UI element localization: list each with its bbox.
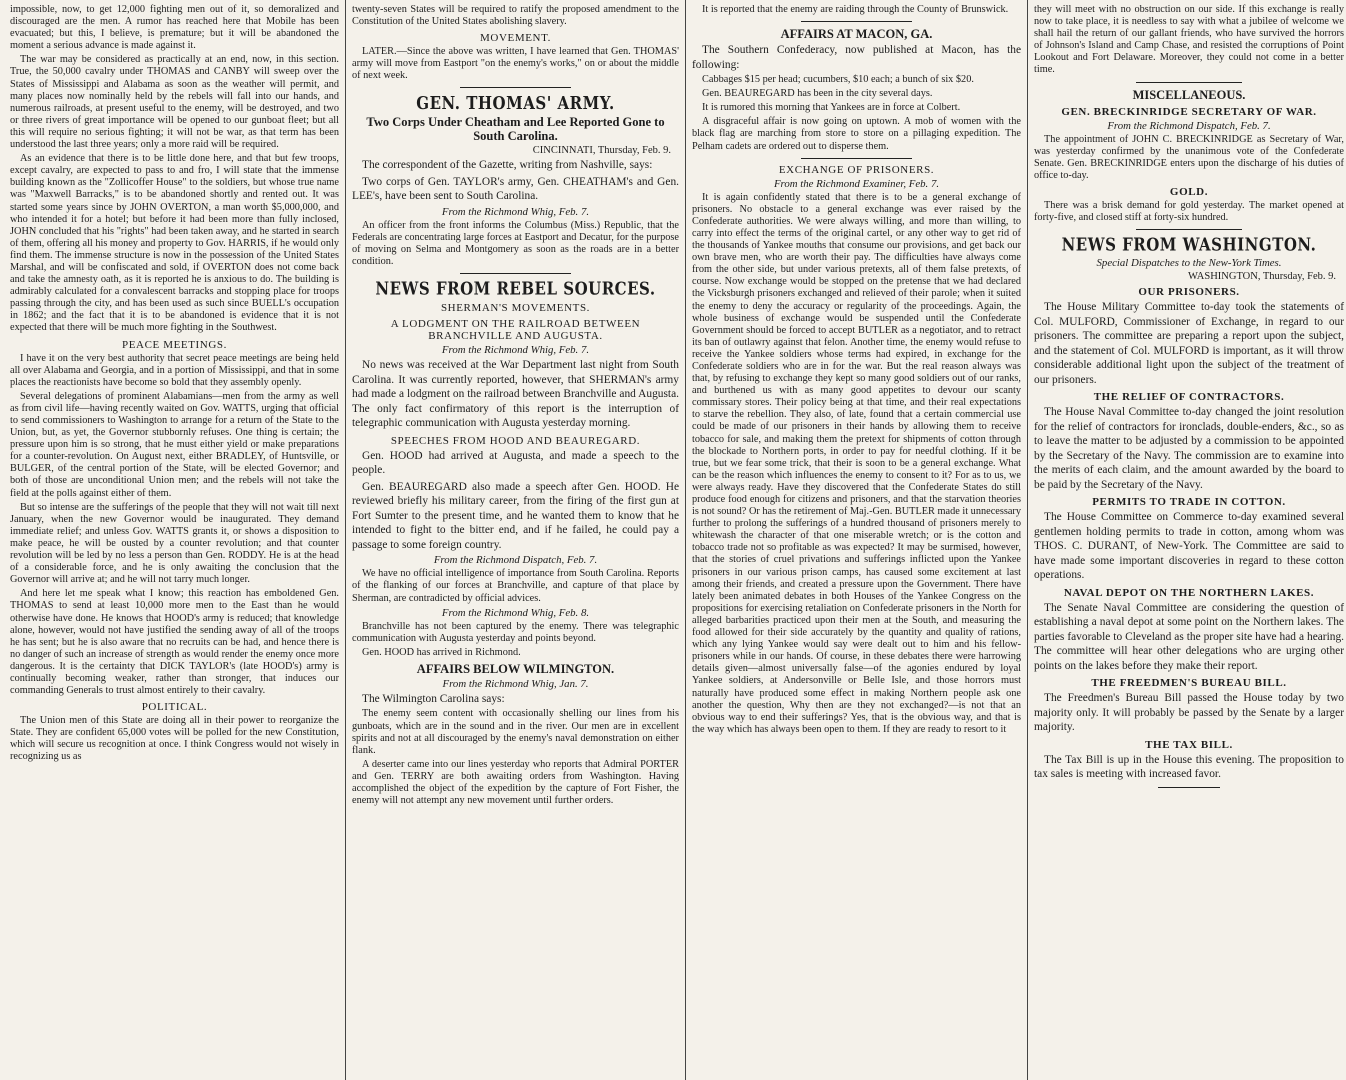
- source-credit: From the Richmond Whig, Feb. 7.: [441, 205, 590, 218]
- column-2: [346, 0, 686, 1080]
- source-credit: From the Richmond Examiner, Feb. 7.: [773, 177, 940, 190]
- article-headline: NEWS FROM WASHINGTON.: [1061, 234, 1317, 256]
- section-heading: SHERMAN'S MOVEMENTS.: [440, 302, 591, 315]
- section-heading: GEN. BRECKINRIDGE SECRETARY OF WAR.: [1061, 105, 1317, 118]
- article-paragraph: I have it on the very best authority that secret peace meetings are being held all over Alabama and Georgia, and in a portion of Mississippi, and that in some places the reactionists have become so bold that they assembly openly.: [10, 352, 339, 388]
- article-paragraph: Gen. HOOD had arrived at Augusta, and made a speech to the people.: [352, 449, 679, 477]
- article-paragraph: It is again confidently stated that there is to be a general exchange of prisoners. No obstacle to a general exchange was ever raised by the Confederate authorities. We were always willing, and more than willing, to carry into effect the terms of the original cartel, or any other way to get rid of the thousands of Yankee mouths that consume our provisions, and get back our own brave men, who are worth their pay. The difficulties have always come from the other side, but under various pretexts, all of them false pretexts, of course. Now exchange would be stopped on the pretense that we had declared the Vicksburgh prisoners exchanged and relieved of their parole; when it suited the enemy to deny the accuracy or regularity of the proceedings. Again, the whole business of exchange would be suspended until the Confederate Government should be forced to accept BUTLER as a negotiator, and to retract its ban of outlawry against that felon. Another time, the enemy would refuse to receive the Yankee soldiers whose terms had expired, in exchange for the Confederate soldiers who are in for the war. But the real reason always was that, by refusing to exchange they kept so many good soldiers out of our ranks, and burthened us with as many good appetites to devour our scanty commissary stores. Their policy being at that time, and their real expectations to starve the rebellion. They also, of late, found that a certain commercial use could be made of our prisoners in their hands by allowing them to receive tobacco for sale, and making them the pretext for shipments of cotton through the blockade to Northern ports, in order to pay for needful clothing. If it be true, but we fear some trick, that their is soon to be a general exchange. What can be the reason which influences the enemy to consent to it? For as to us, we were always ready. Have they discovered that the Confederate States do still produce food enough for citizens and prisoners, and that the starvation theories is not sound? Or has the retirement of Maj.-Gen. BUTLER made it unnecessary further to prolong the sufferings of a hundred thousand of prisoners merely to whitewash the character of that one miserable wretch; or is the cotton and tobacco trade not so profitable as was expected? It may be surmised, however, that the stories of cruel privations and sufferings inflicted upon the Yankee prisoners in our various prison camps, has caused some excitement at last among their friends, and created a pressure upon the Government. There have lately been animated debates in both Houses of the Yankee Congress on the propositions for exercising retaliation on Confederate prisoners in the North for alleged barbarities practiced upon their men at the South, and measuring the food allowed for their side accurately by the quantity and quality of rations, which any lying Yankee would say were dealt out to him and his fellow-prisoners while in our hands. Of course, in these debates there were harrowing details given—almost universally false—of the agonies endured by loyal Yankee soldiers, at Andersonville or Belle Isle, and those horrors must naturally have produced some effect in making Northern people ask one another the question, Why then are they not exchanged?—is not that an obvious way to end their sufferings? Yes, that is the obvious way, and that is the way which has always been open to them. If they are ready to resort to it: [692, 191, 1021, 735]
- article-subheadline: Two Corps Under Cheatham and Lee Reported Gone to South Carolina.: [366, 115, 665, 144]
- column-1: [4, 0, 346, 1080]
- article-paragraph: The Southern Confederacy, now published at Macon, has the following:: [692, 44, 1021, 71]
- article-paragraph: Branchville has not been captured by the enemy. There was telegraphic communication with Augusta yesterday and points beyond.: [352, 620, 679, 644]
- section-heading: NAVAL DEPOT ON THE NORTHERN LAKES.: [1063, 586, 1315, 599]
- section-heading: A LODGMENT ON THE RAILROAD BETWEEN BRANCHVILLE AND AUGUSTA.: [390, 318, 641, 343]
- article-paragraph: It is reported that the enemy are raiding through the County of Brunswick.: [702, 4, 1009, 15]
- article-paragraph: The appointment of JOHN C. BRECKINRIDGE as Secretary of War, was yesterday confirmed by the unanimous vote of the Confederate Senate. Gen. BRECKINRIDGE enters upon the discharge of his duties of office to-day.: [1034, 133, 1344, 181]
- article-paragraph: The Senate Naval Committee are considering the question of establishing a naval depot at some point on the Northern lakes. The parties favorable to Cleveland as the proper site have had a hearing. The committee will hear other delegations who are urging other points on the lakes before they make their report.: [1034, 601, 1344, 672]
- article-paragraph: But so intense are the sufferings of the people that they will not wait till next January, when the new Governor would be inaugurated. They demand immediate relief; and unless Gov. WATTS grants it, or shows a disposition to make peace, he will be ousted by a counter revolution; and that counter revolution will be led by no less a person than Gen. RODDY. He is at the head of a considerable force, and he is only awaiting the conclusion that the Governor will arrive at; and he will not tarry much longer.: [10, 501, 339, 586]
- article-paragraph: A deserter came into our lines yesterday who reports that Admiral PORTER and Gen. TERRY are both awaiting orders from Washington. Having accomplished the object of the expedition by the capture of Fort Fisher, the enemy will not attempt any new movement until further orders.: [352, 758, 679, 807]
- article-paragraph: It is rumored this morning that Yankees are in force at Colbert.: [702, 102, 961, 114]
- article-paragraph: We have no official intelligence of importance from South Carolina. Reports of the flanking of our forces at Branchville, and capture of that place by Sherman, are contradicted by official advices.: [352, 568, 679, 604]
- article-paragraph: twenty-seven States will be required to ratify the proposed amendment to the Constitution of the United States abolishing slavery.: [352, 4, 679, 28]
- article-subheadline: AFFAIRS AT MACON, GA.: [780, 27, 933, 42]
- article-paragraph: The war may be considered as practically at an end, now, in this section. True, the 50,000 cavalry under THOMAS and CANBY will sweep over the States of Mississippi and Alabama as soon as the weather will permit, and many places now nominally held by the rebels will fall into our hands, and numerous railroads, at present useful to the enemy, will be destroyed, and two or three rivers of great importance will be opened to our gunboat fleet; but all this will require no serious fighting; it will not be war, as that term has been understood the last three years; only a more raid will be required.: [10, 54, 339, 151]
- section-heading: THE TAX BILL.: [1145, 738, 1233, 751]
- dateline: CINCINNATI, Thursday, Feb. 9.: [532, 145, 671, 157]
- section-divider: [1136, 229, 1241, 230]
- article-paragraph: As an evidence that there is to be little done here, and that but few troops, except cavalry, are expected to pass to and fro, I will state that the immense building known as the "Zollicoffer House" to the soldiers, but whose true name was "Maxwell Barracks," is to be abandoned shortly and rented out. It was started some years since by JOHN OVERTON, a man worth $5,000,000, and who intended it for a hotel; but before it had been more than fully inclosed, JOHN concluded that his "rights" had been taken away, and he started in search of them, offering all his money and property to Gov. HARRIS, if he would only find them. The immense structure is now in the possession of the United States Marshal, and will be confiscated and sold, if OVERTON does not come back and take the amnesty oath, as it is reported he is anxious to do. The building is admirably calculated for a convalescent barracks and stopping place for troops passing through the city, and has been used as such since BUELL's occupation in 1862; and the fact that it is to be abandoned is evidence that it is not expected that there will be much more fighting in the Southwest.: [10, 153, 339, 334]
- dateline: WASHINGTON, Thursday, Feb. 9.: [1188, 271, 1336, 283]
- source-credit: From the Richmond Whig, Feb. 8.: [441, 606, 590, 619]
- source-credit: From the Richmond Whig, Jan. 7.: [442, 677, 589, 690]
- article-paragraph: Gen. BEAUREGARD also made a speech after Gen. HOOD. He reviewed briefly his military career, from the firing of the first gun at Fort Sumter to the present time, and he wanted them to know that he intended to fight to the bitter end, and if he failed, he could pay a passage to some foreign country.: [352, 480, 679, 551]
- column-3: [686, 0, 1028, 1080]
- source-credit: From the Richmond Whig, Feb. 7.: [441, 344, 590, 357]
- section-divider: [1158, 787, 1220, 788]
- article-paragraph: The Wilmington Carolina says:: [362, 692, 505, 705]
- section-divider: [460, 273, 571, 274]
- article-paragraph: No news was received at the War Department last night from South Carolina. It was currently reported, however, that SHERMAN's army had made a lodgment on the railroad between Branchville and Augusta. The only fact confirmatory of this report is the interruption of telegraphic communication with Augusta yesterday morning.: [352, 359, 679, 430]
- source-credit: Special Dispatches to the New-York Times.: [1096, 257, 1282, 270]
- article-headline: GEN. THOMAS' ARMY.: [416, 93, 615, 114]
- article-paragraph: LATER.—Since the above was written, I have learned that Gen. THOMAS' army will move from Eastport "on the enemy's works," on or about the middle of next week.: [352, 46, 679, 82]
- section-divider: [1136, 82, 1241, 83]
- article-paragraph: And here let me speak what I know; this reaction has emboldened Gen. THOMAS to send at least 10,000 more men to the East than he would otherwise have done. He knows that HOOD's army is reduced; that knowledge alone, however, would not have justified the sending away of all of the troops he has sent; but he is also aware that no recruits can be had, and hence there is no danger of such an increase of strength as would render the enemy once more dangerous. It is the certainty that DICK TAYLOR's (late HOOD's) army is continually becoming weaker, rather than stronger, that induces our commanding Generals to trust almost entirely to their cavalry.: [10, 588, 339, 697]
- article-paragraph: The House Military Committee to-day took the statements of Col. MULFORD, Commissioner of Exchange, in regard to our prisoners. The committee are preparing a report upon the subject, and the statement of Col. MULFORD is important, as it will throw considerable additional light upon the subject of the treatment of our prisoners.: [1034, 301, 1344, 386]
- article-paragraph: Several delegations of prominent Alabamians—men from the army as well as from civil life—having recently waited on Gov. WATTS, urging that official to send commissioners to Washington to arrange for a return of the State to the Union, but, as yet, the Governor stubbornly refuses. One thing is certain; the pressure upon him is so strong, that he must either yield or make preparations for a counter-revolution. On August next, either BRADLEY, of Huntsville, or BULGER, of the central portion of the State, will be elected Governor; and both of those are unconditional Union men; and the rebels will not take the field at the polls against either of them.: [10, 390, 339, 499]
- article-paragraph: Gen. HOOD has arrived in Richmond.: [362, 646, 521, 658]
- section-heading: GOLD.: [1169, 185, 1209, 198]
- section-divider: [460, 87, 571, 88]
- section-heading: PEACE MEETINGS.: [122, 338, 227, 351]
- section-heading: THE FREEDMEN'S BUREAU BILL.: [1091, 677, 1287, 690]
- article-subheadline: AFFAIRS BELOW WILMINGTON.: [416, 661, 615, 676]
- section-heading: POLITICAL.: [141, 701, 208, 714]
- section-heading: THE RELIEF OF CONTRACTORS.: [1093, 391, 1285, 404]
- article-subheadline: MISCELLANEOUS.: [1132, 87, 1246, 102]
- article-paragraph: The Freedmen's Bureau Bill passed the House today by two majority only. It will probably be passed by the Senate by a larger majority.: [1034, 692, 1344, 734]
- article-paragraph: The Tax Bill is up in the House this evening. The proposition to tax sales is meeting with increased favor.: [1034, 753, 1344, 781]
- article-paragraph: The enemy seem content with occasionally shelling our lines from his gunboats, which are in the sound and in the river. Our men are in excellent spirits and not at all discouraged by the enemy's naval demonstration on either flank.: [352, 708, 679, 756]
- article-paragraph: Cabbages $15 per head; cucumbers, $10 each; a bunch of six $20.: [702, 74, 974, 86]
- article-paragraph: Two corps of Gen. TAYLOR's army, Gen. CHEATHAM's and Gen. LEE's, have been sent to South Carolina.: [352, 175, 679, 203]
- section-divider: [801, 21, 913, 22]
- section-heading: PERMITS TO TRADE IN COTTON.: [1092, 496, 1286, 509]
- article-paragraph: There was a brisk demand for gold yesterday. The market opened at forty-five, and closed stiff at forty-six hundred.: [1034, 199, 1344, 224]
- section-divider: [801, 158, 913, 159]
- article-paragraph: An officer from the front informs the Columbus (Miss.) Republic, that the Federals are concentrating large forces at Eastport and Decatur, for the purpose of moving on Selma and Montgomery as soon as the roads are in a better condition.: [352, 219, 679, 268]
- article-paragraph: The correspondent of the Gazette, writing from Nashville, says:: [362, 159, 653, 172]
- article-paragraph: The Union men of this State are doing all in their power to reorganize the State. They are confident 65,000 votes will be polled for the new Constitution, which will secure us recognition at once. I think Congress would not wisely in recognizing us as: [10, 715, 339, 763]
- section-heading: OUR PRISONERS.: [1138, 286, 1240, 299]
- article-paragraph: impossible, now, to get 12,000 fighting men out of it, so demoralized and discouraged are the men. A rumor has reached here that Mobile has been evacuated; but this, I believe, is premature; but it will be abandoned the moment a serious advance is made against it.: [10, 4, 339, 52]
- article-paragraph: they will meet with no obstruction on our side. If this exchange is really now to take place, it is needless to say with what a jubilee of welcome we shall hail the return of our gallant friends, who have survived the horrors of Johnson's Island and Camp Chase, and resisted the corruptions of Point Lookout and Fort Delaware. Moreover, they could not come in a better time.: [1034, 4, 1344, 76]
- section-heading: MOVEMENT.: [480, 32, 551, 45]
- article-paragraph: The House Naval Committee to-day changed the joint resolution for the relief of contractors for ironclads, double-enders, &c., so as to leave the matter to be adjusted by a commission to be appointed by the Secretary of the Navy. The commission are to examine into the merits of each claim, and the amount awarded by the board to be paid by the Secretary of the Navy.: [1034, 406, 1344, 491]
- article-paragraph: A disgraceful affair is now going on uptown. A mob of women with the black flag are marching from store to store on a pillaging expedition. The Pelham cadets are ordered out to disperse them.: [692, 116, 1021, 152]
- section-heading: EXCHANGE OF PRISONERS.: [778, 163, 935, 176]
- source-credit: From the Richmond Dispatch, Feb. 7.: [1107, 119, 1271, 132]
- article-headline: NEWS FROM REBEL SOURCES.: [375, 278, 656, 300]
- article-paragraph: Gen. BEAUREGARD has been in the city several days.: [702, 88, 933, 100]
- article-paragraph: The House Committee on Commerce to-day examined several gentlemen holding permits to trade in cotton, among whom was THOS. C. DURANT, of New-York. The Committee are said to have made some important discoveries in regard to these cotton operations.: [1034, 511, 1344, 582]
- column-4: [1028, 0, 1346, 1080]
- section-heading: SPEECHES FROM HOOD AND BEAUREGARD.: [390, 434, 641, 447]
- source-credit: From the Richmond Dispatch, Feb. 7.: [433, 554, 598, 567]
